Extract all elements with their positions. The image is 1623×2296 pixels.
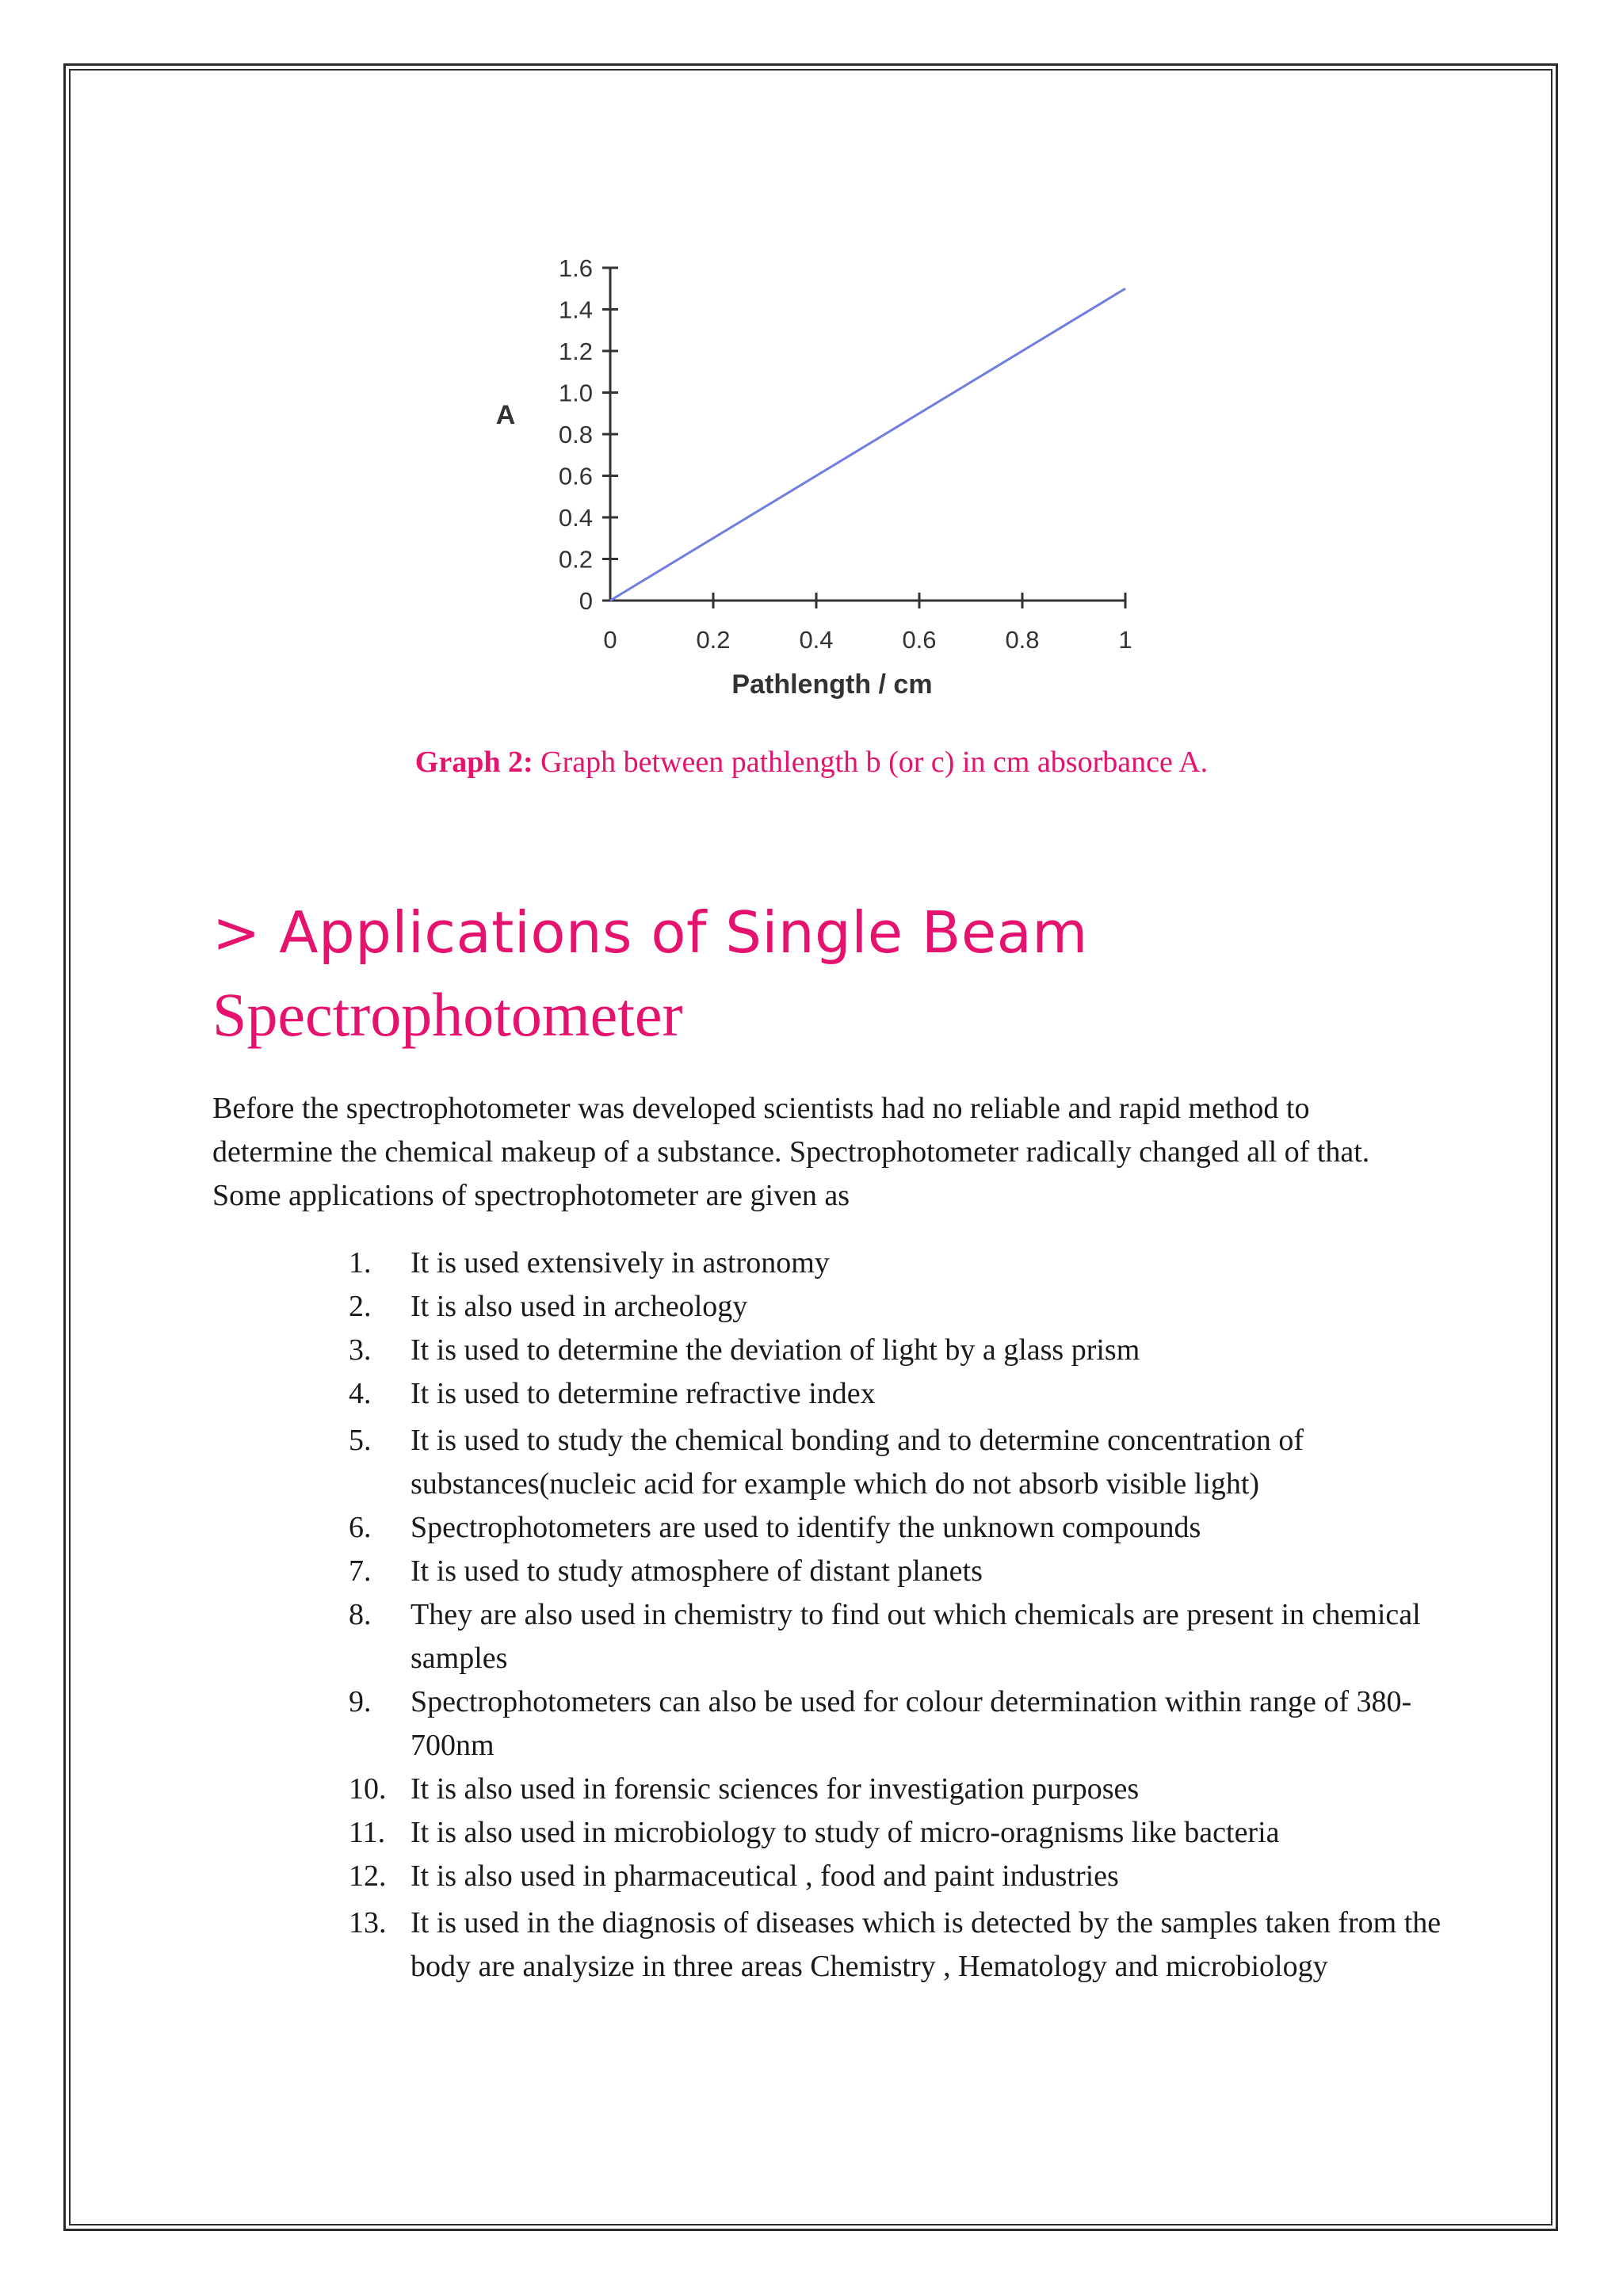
list-item-number: 10. xyxy=(349,1772,387,1806)
list-item-text: It is used in the diagnosis of diseases which is detected by the samples taken from the body are analysize in three areas Chemistry , Hematology and microbiology xyxy=(411,1906,1442,1983)
list-item-text: It is also used in pharmaceutical , food and paint industries xyxy=(411,1859,1119,1893)
x-tick-label: 0.4 xyxy=(799,626,834,654)
x-tick-label: 0.6 xyxy=(902,626,937,654)
list-item-text: It is also used in microbiology to study of micro-oragnisms like bacteria xyxy=(411,1816,1280,1849)
list-item xyxy=(349,1811,1458,1855)
list-item xyxy=(349,1419,1458,1506)
chart-ticks xyxy=(559,254,1132,654)
list-item xyxy=(349,1506,1458,1550)
chart-axes xyxy=(610,268,1125,601)
y-tick-label: 0.2 xyxy=(558,545,593,574)
list-item xyxy=(349,1372,1458,1416)
list-item-number: 6. xyxy=(349,1511,372,1544)
list-item xyxy=(349,1550,1458,1593)
list-item-text: It is used to study the chemical bonding and to determine concentration of substances(nucleic acid for example which do not absorb visible light) xyxy=(411,1424,1304,1501)
section-title-line1: > Applications of Single Beam xyxy=(212,899,1088,966)
list-item-number: 11. xyxy=(349,1816,386,1849)
list-item-text: It is used extensively in astronomy xyxy=(411,1246,830,1280)
list-item-text: It is used to study atmosphere of distant planets xyxy=(411,1554,983,1588)
list-item-number: 3. xyxy=(349,1333,372,1367)
list-item xyxy=(349,1680,1458,1768)
x-tick-label: 0.2 xyxy=(696,626,731,654)
list-item-number: 9. xyxy=(349,1685,372,1718)
list-item-number: 7. xyxy=(349,1554,372,1588)
caption-text: Graph between pathlength b (or c) in cm absorbance A. xyxy=(533,746,1209,779)
x-tick-label: 0.8 xyxy=(1005,626,1040,654)
chart-x-label: Pathlength / cm xyxy=(731,669,933,700)
list-item-text: Spectrophotometers can also be used for colour determination within range of 380-700nm xyxy=(411,1685,1412,1762)
applications-list xyxy=(349,1241,1458,1989)
chart-y-label: A xyxy=(495,400,516,430)
list-item-text: It is also used in forensic sciences for investigation purposes xyxy=(411,1772,1140,1806)
list-item xyxy=(349,1241,1458,1285)
list-item-text: It is used to determine refractive index xyxy=(411,1377,876,1410)
list-item-number: 1. xyxy=(349,1246,372,1280)
list-item xyxy=(349,1855,1458,1898)
list-item-number: 8. xyxy=(349,1598,372,1631)
list-item xyxy=(349,1768,1458,1811)
x-tick-label: 1 xyxy=(1118,626,1132,654)
list-item xyxy=(349,1285,1458,1329)
chart-series xyxy=(610,288,1125,601)
list-item xyxy=(349,1329,1458,1372)
list-item-number: 4. xyxy=(349,1377,372,1410)
y-tick-label: 1.6 xyxy=(558,254,593,282)
y-tick-label: 0 xyxy=(579,587,593,615)
list-item-number: 2. xyxy=(349,1290,372,1323)
y-tick-label: 0.4 xyxy=(558,504,593,532)
intro-paragraph: Before the spectrophotometer was developed scientists had no reliable and rapid method to determine the chemical makeup of a substance. Spectrophotometer radically changed all of that. Some applications of spectrophotometer are given as xyxy=(212,1092,1370,1212)
section-title-line2: Spectrophotometer xyxy=(212,980,683,1049)
list-item-number: 5. xyxy=(349,1424,372,1457)
list-item-number: 12. xyxy=(349,1859,387,1893)
y-tick-label: 1.0 xyxy=(558,379,593,407)
y-tick-label: 0.8 xyxy=(558,421,593,448)
list-item-text: Spectrophotometers are used to identify the unknown compounds xyxy=(411,1511,1201,1544)
graph-caption xyxy=(0,745,1623,780)
list-item xyxy=(349,1593,1458,1680)
list-item-text: They are also used in chemistry to find out which chemicals are present in chemical samples xyxy=(411,1598,1421,1675)
y-tick-label: 0.6 xyxy=(558,462,593,490)
caption-label: Graph 2: xyxy=(414,746,533,779)
absorbance-series-line xyxy=(610,288,1125,601)
list-item-text: It is also used in archeology xyxy=(411,1290,748,1323)
y-tick-label: 1.4 xyxy=(558,296,593,324)
absorbance-chart xyxy=(444,230,1173,721)
list-item-text: It is used to determine the deviation of light by a glass prism xyxy=(411,1333,1140,1367)
x-tick-label: 0 xyxy=(603,626,617,654)
list-item-number: 13. xyxy=(349,1906,387,1939)
list-item xyxy=(349,1901,1458,1989)
y-tick-label: 1.2 xyxy=(558,338,593,365)
